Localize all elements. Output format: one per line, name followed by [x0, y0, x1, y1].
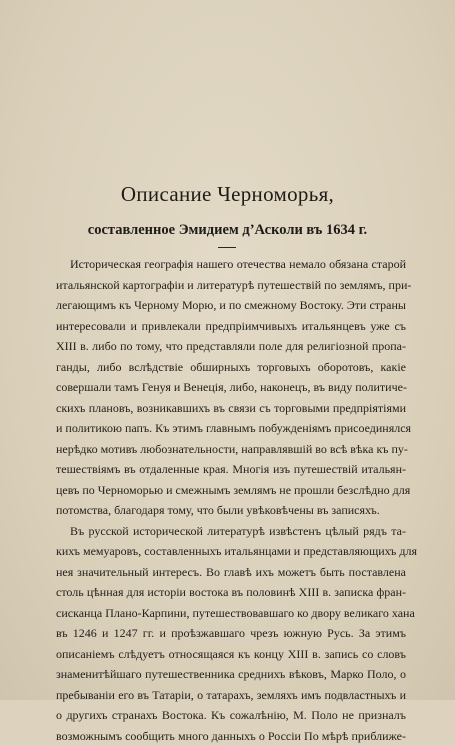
document-subtitle: составленное Эмидием д’Асколи въ 1634 г.	[0, 222, 455, 239]
text-line: нерѣдко мотивъ любознательности, направлявшiй во всѣ вѣка къ пу-	[56, 439, 406, 460]
text-line: Историческая географiя нашего отечества немало обязана старой	[56, 254, 406, 275]
text-line: въ 1246 и 1247 гг. и проѣзжавшаго чрезъ южную Русь. За этимъ	[56, 623, 406, 644]
text-line: описанiемъ слѣдуетъ относящаяся къ концу XIII в. запись со словъ	[56, 644, 406, 665]
text-line: потомства, благодаря тому, что были увѣковѣчены въ записяхъ.	[56, 500, 406, 521]
body-text	[56, 254, 406, 746]
paragraph-2	[56, 521, 406, 746]
document-title: Описание Черноморья,	[0, 182, 455, 207]
text-line: совершали тамъ Генуя и Венецiя, либо, наконецъ, въ виду политиче-	[56, 377, 406, 398]
text-line: итальянской картографiи и литературѣ путешествiй по землямъ, при-	[56, 275, 406, 296]
text-line: кихъ мемуаровъ, составленныхъ итальянцами и представляющихъ для	[56, 541, 406, 562]
text-line: тешествiямъ въ отдаленные края. Многiя изъ путешествiй итальян-	[56, 459, 406, 480]
show-through-texture	[0, 0, 455, 154]
text-line: пребыванiи его въ Татарiи, о татарахъ, земляхъ имъ подвластныхъ и	[56, 685, 406, 706]
text-line: легающимъ къ Черному Морю, и по смежному Востоку. Эти страны	[56, 295, 406, 316]
text-line: о другихъ странахъ Востока. Къ сожалѣнiю, М. Поло не призналъ	[56, 705, 406, 726]
text-line: столь цѣнная для исторiи востока въ половинѣ XIII в. записка фран-	[56, 582, 406, 603]
text-line: ганды, либо вслѣдствiе обширныхъ торговыхъ оборотовъ, какiе	[56, 357, 406, 378]
text-line: Въ русской исторической литературѣ извѣстенъ цѣлый рядъ та-	[56, 521, 406, 542]
text-line: возможнымъ сообщить много данныхъ о Россiи По мѣрѣ приближе-	[56, 726, 406, 746]
text-line: скихъ плановъ, возникавшихъ въ связи съ торговыми предпрiятiями	[56, 398, 406, 419]
text-line: и политикою папъ. Къ этимъ главнымъ побужденiямъ присоединялся	[56, 418, 406, 439]
text-line: интересовали и привлекали предпрiимчивыхъ итальянцевъ уже съ	[56, 316, 406, 337]
text-line: цевъ по Черноморью и смежнымъ землямъ не прошли безслѣдно для	[56, 480, 406, 501]
paragraph-1	[56, 254, 406, 521]
text-line: нея значительный интересъ. Во главѣ ихъ можетъ быть поставлена	[56, 562, 406, 583]
text-line: знаменитѣйшаго путешественника среднихъ вѣковъ, Марко Поло, о	[56, 664, 406, 685]
title-divider	[218, 247, 236, 248]
text-line: сисканца Плано-Карпини, путешествовавшаго ко двору великаго хана	[56, 603, 406, 624]
text-line: XIII в. либо по тому, что представляли поле для религiозной пропа-	[56, 336, 406, 357]
